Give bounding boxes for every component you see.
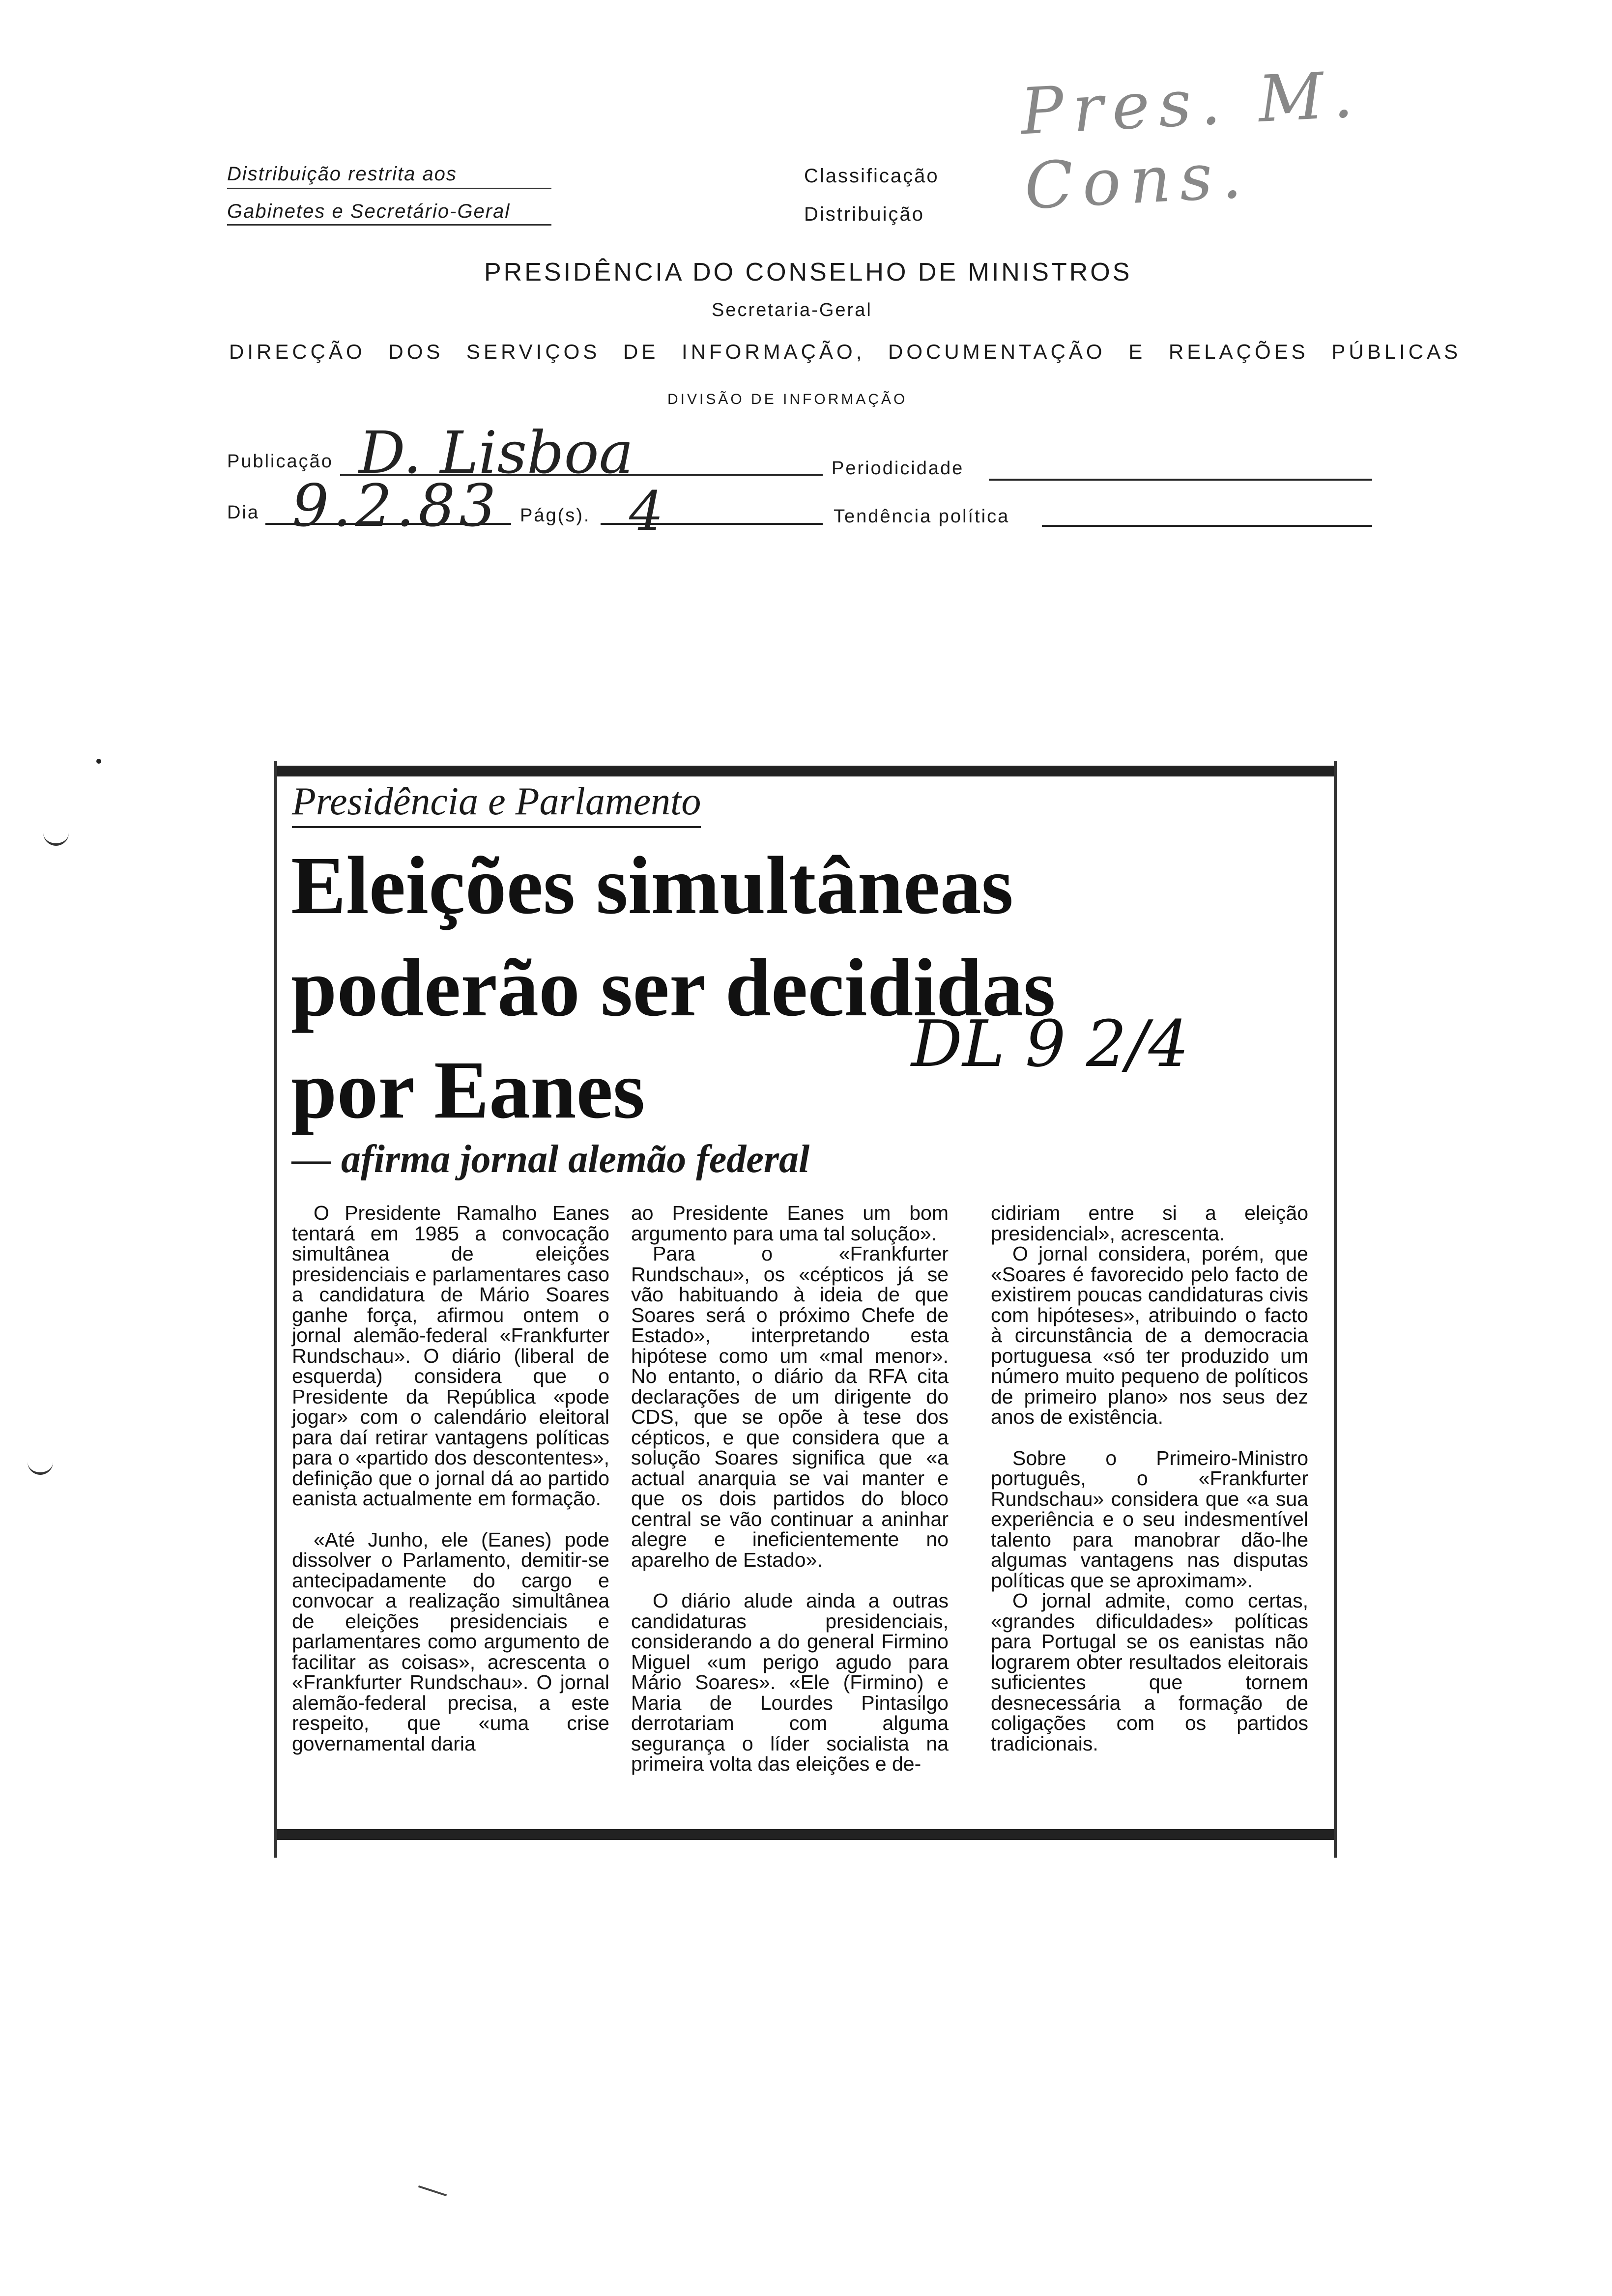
secretaria-geral: Secretaria-Geral (712, 300, 872, 320)
article-paragraph: O Presidente Ramalho Eanes tentará em 1985 a convocação simultânea de eleições presidenciais e parlamentares caso a candidatura de Mário Soares ganhe força, afirmou ontem o jornal alemão-federal «Frankfurter Rundschau». O diário (liberal de esquerda) considera que o Presidente da República «pode jogar» com o calendário eleitoral para daí retirar vantagens políticas para o «partido dos descontentes», definição que o jornal dá ao partido eanista actualmente em formação. (292, 1202, 609, 1510)
headline (291, 834, 1126, 1141)
top-rule (277, 766, 1334, 776)
bottom-rule (277, 1829, 1334, 1840)
article-paragraph: O jornal considera, porém, que «Soares é favorecido pelo facto de existirem poucas candidaturas civis com hipóteses», atribuindo o facto à circunstância de a democracia portuguesa «só ter produzido um número muito pequeno de políticos de primeiro plano» nos seus dez anos de existência. (991, 1242, 1308, 1428)
publicacao-label: Publicação (227, 451, 333, 472)
article-paragraph: Sobre o Primeiro-Ministro português, o «Frankfurter Rundschau» considera que «a sua experiência e o seu indesmentível talento para manobrar dão-lhe algumas vantagens nas disputas políticas que se aproximam». (991, 1446, 1308, 1592)
margin-dot (96, 759, 101, 764)
article-column-2 (631, 1203, 949, 1775)
headline-line: poderão ser decididas (291, 942, 1056, 1033)
periodicidade-label: Periodicidade (832, 458, 964, 479)
article-paragraph: O jornal admite, como certas, «grandes dificuldades» políticas para Portugal se os eanistas não lograrem obter resultados eleitorais suficientes que tornem desnecessária a formação de coligações com os partidos tradicionais. (991, 1589, 1308, 1755)
tendencia-label: Tendência política (834, 506, 1010, 527)
distribution-line-1: Distribuição restrita aos (227, 163, 457, 185)
headline-line: por Eanes (291, 1044, 645, 1136)
dia-label: Dia (227, 502, 260, 523)
distribution-line-2: Gabinetes e Secretário-Geral (227, 201, 511, 222)
headline-line: Eleições simultâneas (291, 840, 1013, 931)
section-title: Presidência e Parlamento (292, 779, 701, 828)
binder-mark-bottom (28, 1460, 53, 1475)
article-paragraph: ao Presidente Eanes um bom argumento para uma tal solução». (631, 1202, 949, 1245)
newspaper-clipping (274, 761, 1337, 1858)
distribuicao-label: Distribuição (804, 203, 924, 225)
handwritten-reference: DL 9 2/4 (911, 1006, 1189, 1081)
article-paragraph: «Até Junho, ele (Eanes) pode dissolver o Parlamento, demitir-se antecipadamente do cargo e convocar a realização simultânea de eleições presidenciais e parlamentares como argumento de facilitar as coisas», acrescenta o «Frankfurter Rundschau». O jornal alemão-federal precisa, a este respeito, que «uma crise governamental daria (292, 1528, 609, 1755)
subheadline: — afirma jornal alemão federal (292, 1138, 810, 1181)
article-column-1 (292, 1203, 609, 1754)
classificacao-label: Classificação (804, 165, 939, 187)
article-column-3 (991, 1203, 1308, 1754)
publicacao-value: D. Lisboa (359, 419, 634, 487)
article-paragraph: cidiriam entre si a eleição presidencial», acrescenta. (991, 1202, 1308, 1245)
direccao-servicos: DIRECÇÃO DOS SERVIÇOS DE INFORMAÇÃO, DOCUMENTAÇÃO E RELAÇÕES PÚBLICAS (229, 340, 1462, 363)
article-paragraph: O diário alude ainda a outras candidaturas presidenciais, considerando a do general Firmino Miguel «um perigo agudo para Mário Soares». «Ele (Firmino) e Maria de Lourdes Pintasilgo derrotariam com alguma segurança o líder socialista na primeira volta das eleições e de- (631, 1589, 949, 1775)
corner-handwriting: Pres. M. Cons. (1018, 57, 1364, 224)
divisao-informacao: DIVISÃO DE INFORMAÇÃO (667, 391, 908, 407)
stray-mark (418, 2185, 447, 2196)
binder-mark-top (43, 831, 69, 846)
org-title: PRESIDÊNCIA DO CONSELHO DE MINISTROS (484, 258, 1132, 287)
pags-label: Pág(s). (520, 505, 591, 526)
pags-value: 4 (629, 480, 663, 543)
dia-value: 9.2.83 (292, 472, 500, 540)
article-paragraph: Para o «Frankfurter Rundschau», os «cépticos já se vão habituando à ideia de que Soares será o próximo Chefe de Estado», interpretando esta hipótese como um «mal menor». No entanto, o diário da RFA cita declarações de um dirigente do CDS, que se opõe à tese dos cépticos, e que considera que a solução Soares significa que «a actual anarquia se vai manter e que os dois partidos do bloco central se vão continuar a aninhar alegre e ineficientemente no aparelho de Estado». (631, 1242, 949, 1571)
